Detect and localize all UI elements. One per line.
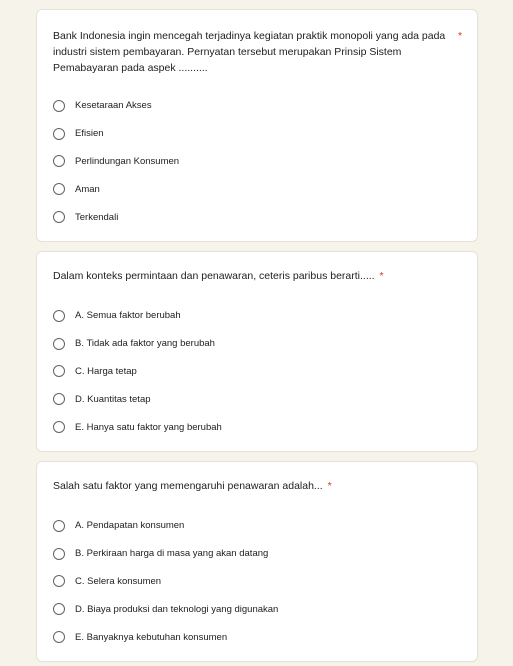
question-card-2 [36,251,478,452]
radio-option[interactable] [53,540,453,568]
radio-option[interactable] [53,568,453,596]
radio-option[interactable] [53,120,453,148]
radio-option[interactable] [53,413,453,441]
radio-option[interactable] [53,92,453,120]
radio-group [53,512,453,651]
radio-button[interactable] [53,338,65,350]
question-title-row [53,478,453,494]
radio-option-label: D. Kuantitas tetap [75,393,151,405]
radio-option-label: C. Selera konsumen [75,575,162,587]
radio-option-label: A. Pendapatan konsumen [75,520,185,532]
radio-option-label: B. Perkiraan harga di masa yang akan datang [75,548,269,560]
question-card-3 [36,461,478,662]
radio-group [53,302,453,441]
radio-option-label: C. Harga tetap [75,365,137,377]
radio-button[interactable] [53,603,65,615]
radio-option[interactable] [53,203,453,231]
radio-option[interactable] [53,385,453,413]
radio-option[interactable] [53,595,453,623]
radio-option-label: E. Hanya satu faktor yang berubah [75,421,222,433]
radio-button[interactable] [53,128,65,140]
radio-option-label: B. Tidak ada faktor yang berubah [75,338,215,350]
radio-option-label: Aman [75,183,100,195]
radio-option-label: Perlindungan Konsumen [75,155,180,167]
radio-button[interactable] [53,365,65,377]
required-asterisk: * [379,270,384,282]
radio-option-label: E. Banyaknya kebutuhan konsumen [75,631,228,643]
question-title: Salah satu faktor yang memengaruhi penawaran adalah... [53,480,323,492]
question-title: Dalam konteks permintaan dan penawaran, ceteris paribus berarti..... [53,270,375,282]
radio-option-label: D. Biaya produksi dan teknologi yang digunakan [75,603,279,615]
radio-option[interactable] [53,148,453,176]
required-asterisk: * [327,480,332,492]
radio-button[interactable] [53,631,65,643]
radio-button[interactable] [53,393,65,405]
radio-button[interactable] [53,575,65,587]
radio-option[interactable] [53,175,453,203]
question-title: Bank Indonesia ingin mencegah terjadinya kegiatan praktik monopoli yang ada pada industri sistem pembayaran. Pernyatan tersebut merupakan Prinsip Sistem Pemabayaran pada aspek .......... [53,30,446,74]
question-card-1 [36,9,478,242]
radio-option-label: A. Semua faktor berubah [75,310,181,322]
radio-option-label: Terkendali [75,211,119,223]
radio-option-label: Kesetaraan Akses [75,100,152,112]
radio-option[interactable] [53,330,453,358]
radio-option-label: Efisien [75,128,104,140]
radio-option[interactable] [53,358,453,386]
radio-button[interactable] [53,310,65,322]
required-asterisk: * [458,30,463,42]
radio-button[interactable] [53,155,65,167]
radio-button[interactable] [53,183,65,195]
radio-button[interactable] [53,421,65,433]
question-title-row [53,268,453,284]
radio-button[interactable] [53,520,65,532]
radio-group [53,92,453,231]
radio-option[interactable] [53,302,453,330]
radio-button[interactable] [53,100,65,112]
radio-option[interactable] [53,623,453,651]
radio-button[interactable] [53,548,65,560]
radio-option[interactable] [53,512,453,540]
radio-button[interactable] [53,211,65,223]
